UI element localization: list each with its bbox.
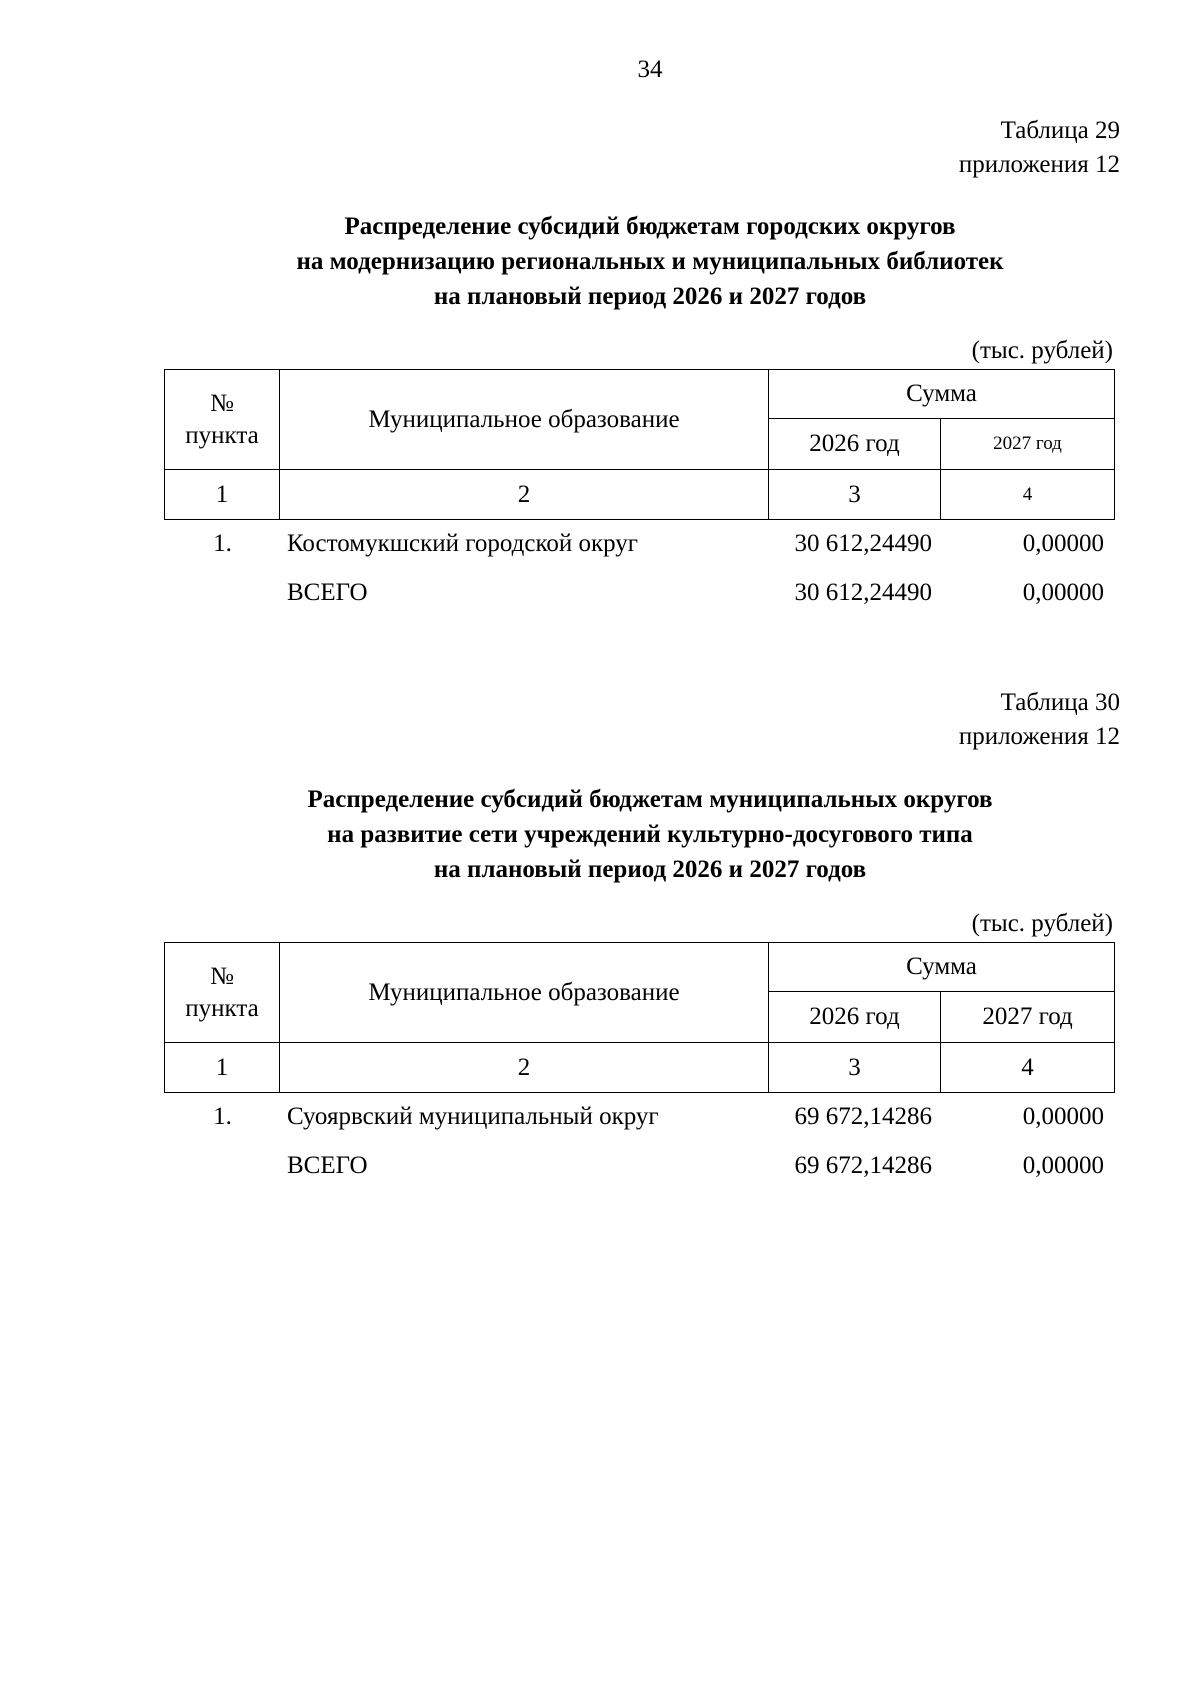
header-number-word: пункта xyxy=(185,994,259,1022)
header-number-cell xyxy=(165,370,280,470)
table-title xyxy=(0,209,1200,314)
title-line: Распределение субсидий бюджетам городских округов xyxy=(344,213,956,240)
column-number: 4 xyxy=(941,470,1115,520)
table-number: Таблица 30 xyxy=(1000,689,1120,716)
table-label xyxy=(959,114,1120,182)
row-municipality: Суоярвский муниципальный округ xyxy=(287,1103,659,1130)
appendix-ref: приложения 12 xyxy=(958,151,1120,178)
units-label: (тыс. рублей) xyxy=(971,910,1113,937)
header-number-symbol: № xyxy=(210,962,234,990)
header-sum: Сумма xyxy=(769,943,1115,992)
appendix-ref: приложения 12 xyxy=(958,723,1120,750)
header-number-symbol: № xyxy=(210,389,234,417)
header-municipality: Муниципальное образование xyxy=(280,370,769,470)
column-number: 3 xyxy=(769,470,941,520)
total-label: ВСЕГО xyxy=(287,1152,368,1179)
title-line: на развитие сети учреждений культурно-досугового типа xyxy=(327,821,973,848)
column-number: 2 xyxy=(280,1043,769,1093)
table-number: Таблица 29 xyxy=(1000,117,1120,144)
column-number: 3 xyxy=(769,1043,941,1093)
table-row xyxy=(0,1103,1200,1143)
total-value-2026: 30 612,24490 xyxy=(794,579,932,606)
title-line: на плановый период 2026 и 2027 годов xyxy=(433,856,867,883)
units-label: (тыс. рублей) xyxy=(971,337,1113,364)
header-year-2026: 2026 год xyxy=(769,419,941,470)
header-number-word: пункта xyxy=(185,421,259,449)
header-sum: Сумма xyxy=(769,370,1115,419)
table-label xyxy=(959,686,1120,754)
table-title xyxy=(0,782,1200,887)
table-header-grid xyxy=(164,942,1115,1093)
column-number: 4 xyxy=(941,1043,1115,1093)
column-number: 2 xyxy=(280,470,769,520)
total-row xyxy=(0,1152,1200,1192)
row-number: 1. xyxy=(213,530,232,557)
row-value-2027: 0,00000 xyxy=(1022,530,1104,557)
row-value-2026: 69 672,14286 xyxy=(794,1103,932,1130)
header-year-2026: 2026 год xyxy=(769,992,941,1043)
header-year-2027: 2027 год xyxy=(941,419,1115,470)
total-value-2027: 0,00000 xyxy=(1022,1152,1104,1179)
row-value-2026: 30 612,24490 xyxy=(794,530,932,557)
row-value-2027: 0,00000 xyxy=(1022,1103,1104,1130)
title-line: Распределение субсидий бюджетам муниципальных округов xyxy=(307,786,993,813)
total-row xyxy=(0,579,1200,619)
row-municipality: Костомукшский городской округ xyxy=(287,530,639,557)
column-number: 1 xyxy=(165,470,280,520)
table-row xyxy=(0,530,1200,570)
table-header-grid xyxy=(164,369,1115,520)
total-value-2026: 69 672,14286 xyxy=(794,1152,932,1179)
title-line: на модернизацию региональных и муниципальных библиотек xyxy=(296,248,1004,275)
page-number: 34 xyxy=(637,56,663,83)
column-number: 1 xyxy=(165,1043,280,1093)
row-number: 1. xyxy=(213,1103,232,1130)
header-year-2027: 2027 год xyxy=(941,992,1115,1043)
header-municipality: Муниципальное образование xyxy=(280,943,769,1043)
header-number-cell xyxy=(165,943,280,1043)
total-value-2027: 0,00000 xyxy=(1022,579,1104,606)
title-line: на плановый период 2026 и 2027 годов xyxy=(433,283,867,310)
total-label: ВСЕГО xyxy=(287,579,368,606)
